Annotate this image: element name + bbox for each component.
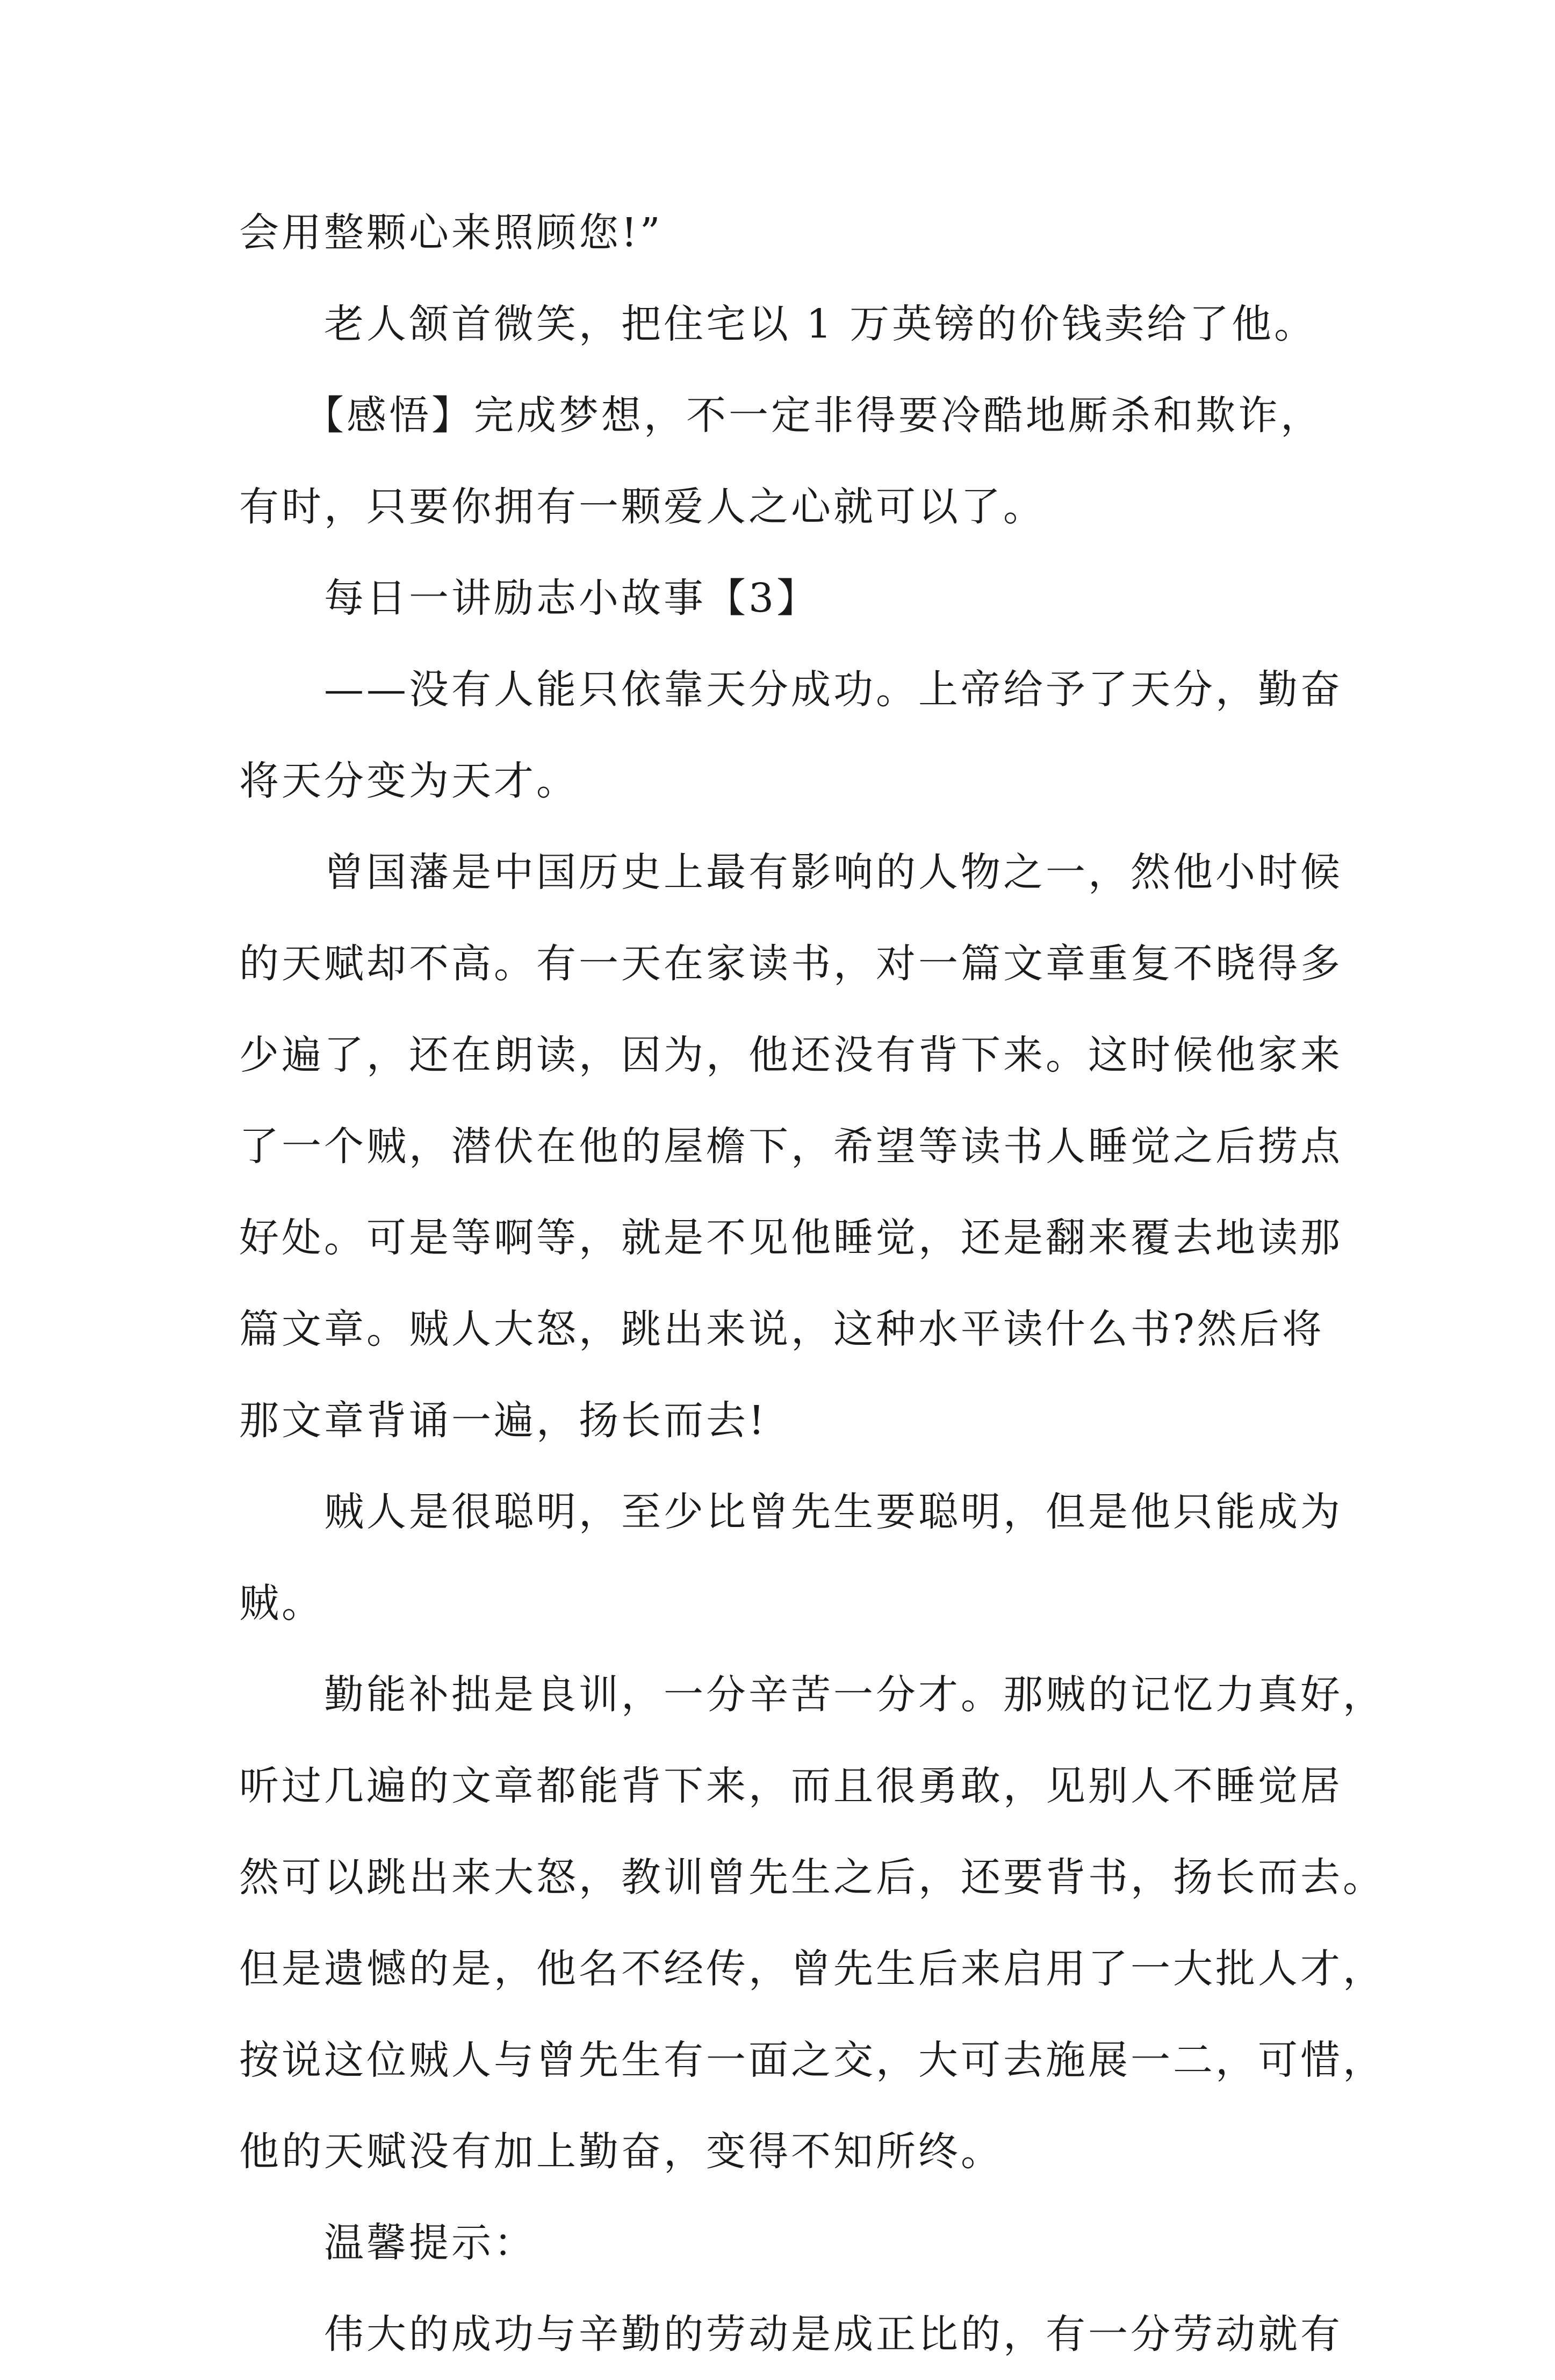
text-line: 将天分变为天才。 — [239, 758, 579, 804]
text-line: 那文章背诵一遍，扬长而去! — [239, 1397, 767, 1444]
text-line: 了一个贼，潜伏在他的屋檐下，希望等读书人睡觉之后捞点 — [239, 1123, 1343, 1170]
text-line: 贼人是很聪明，至少比曾先生要聪明，但是他只能成为 — [239, 1489, 1343, 1535]
text-line: 温馨提示： — [239, 2220, 536, 2266]
text-line: ——没有人能只依靠天分成功。上帝给予了天分，勤奋 — [239, 666, 1343, 713]
text-line: 听过几遍的文章都能背下来，而且很勇敢，见别人不睡觉居 — [239, 1763, 1343, 1809]
text-line: 少遍了，还在朗读，因为，他还没有背下来。这时候他家来 — [239, 1032, 1343, 1078]
text-line: 他的天赋没有加上勤奋，变得不知所终。 — [239, 2128, 1003, 2175]
text-line: 好处。可是等啊等，就是不见他睡觉，还是翻来覆去地读那 — [239, 1215, 1343, 1261]
text-line: 曾国藩是中国历史上最有影响的人物之一，然他小时候 — [239, 849, 1343, 895]
text-line: 篇文章。贼人大怒，跳出来说，这种水平读什么书?然后将 — [239, 1306, 1324, 1352]
text-line: 老人颔首微笑，把住宅以 1 万英镑的价钱卖给了他。 — [239, 301, 1317, 347]
text-line: 然可以跳出来大怒，教训曾先生之后，还要背书，扬长而去。 — [239, 1854, 1385, 1901]
text-line: 有时，只要你拥有一颗爱人之心就可以了。 — [239, 484, 1046, 530]
text-line: 会用整颗心来照顾您!” — [239, 210, 663, 256]
text-line: 的天赋却不高。有一天在家读书，对一篇文章重复不晓得多 — [239, 941, 1343, 987]
text-line: 勤能补拙是良训，一分辛苦一分才。那贼的记忆力真好， — [239, 1672, 1385, 1718]
text-line: 伟大的成功与辛勤的劳动是成正比的，有一分劳动就有 — [239, 2311, 1343, 2357]
text-line: 贼。 — [239, 1580, 324, 1626]
text-line: 【感悟】完成梦想，不一定非得要冷酷地厮杀和欺诈， — [239, 392, 1323, 439]
document-body — [239, 187, 1385, 2380]
text-line: 但是遗憾的是，他名不经传，曾先生后来启用了一大批人才， — [239, 1946, 1385, 1992]
section-heading: 每日一讲励志小故事【3】 — [239, 575, 819, 621]
text-line: 按说这位贼人与曾先生有一面之交，大可去施展一二，可惜， — [239, 2037, 1385, 2083]
